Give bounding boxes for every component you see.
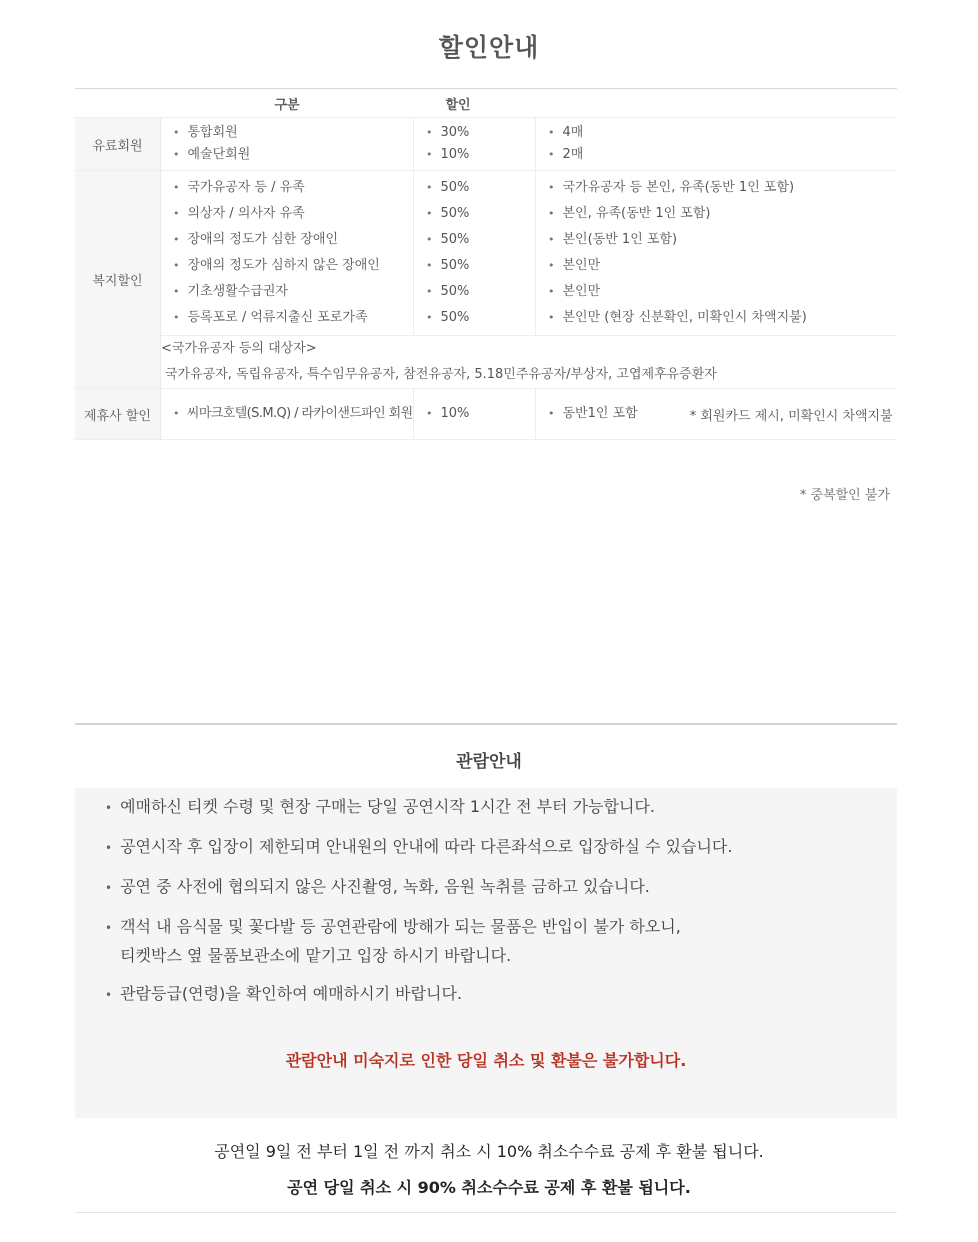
list-item xyxy=(105,792,732,823)
refund-warning: 관람안내 미숙지로 인한 당일 취소 및 환불은 불가합니다. xyxy=(285,1051,687,1070)
refund-line-2: 공연 당일 취소 시 90% 취소수수료 공제 후 환불 됩니다. xyxy=(287,1178,691,1197)
welfare-names xyxy=(161,171,414,336)
partner-limit-cell xyxy=(536,389,898,440)
list-item xyxy=(105,979,732,1010)
page-title: 할인안내 xyxy=(438,33,540,62)
header-blank xyxy=(536,89,898,118)
paid-rates xyxy=(414,118,536,171)
refund-policy xyxy=(0,1134,978,1206)
welfare-rates xyxy=(414,171,536,336)
welfare-limits xyxy=(536,171,898,336)
welfare-row xyxy=(75,171,897,336)
item-text: 객석 내 음식물 및 꽃다발 등 공연관람에 방해가 되는 물품은 반입이 불가 하오니, xyxy=(120,917,681,936)
header-empty xyxy=(75,89,161,118)
item-text: 공연 중 사전에 협의되지 않은 사진촬영, 녹화, 음원 녹취를 금하고 있습니다. xyxy=(120,877,650,896)
category-partner: 제휴사 할인 xyxy=(75,389,161,440)
list-item: • 본인만 (현장 신분확인, 미확인시 차액지불) xyxy=(536,305,897,331)
list-item: • 본인(동반 1인 포함) xyxy=(536,227,897,253)
bullet-icon: • xyxy=(105,841,113,855)
list-item: • 50% xyxy=(414,279,535,305)
bullet-icon: • xyxy=(105,881,113,895)
list-item xyxy=(105,912,732,970)
list-item: • 기초생활수급권자 xyxy=(161,279,413,305)
list-item: • 10% xyxy=(414,403,535,425)
item-text: 예매하신 티켓 수령 및 현장 구매는 당일 공연시작 1시간 전 부터 가능합니다. xyxy=(120,797,655,816)
category-paid: 유료회원 xyxy=(75,118,161,171)
note-body: 국가유공자, 독립유공자, 특수임무유공자, 참전유공자, 5.18민주유공자/부상자, 고엽제후유증환자 xyxy=(165,367,717,382)
viewing-list xyxy=(105,792,732,1019)
list-item: • 동반1인 포함 xyxy=(536,403,638,425)
list-item: • 50% xyxy=(414,175,535,201)
header-discount: 할인 xyxy=(414,89,536,118)
list-item: • 장애의 정도가 심한 장애인 xyxy=(161,227,413,253)
partner-name-cell xyxy=(161,389,414,440)
list-item: • 의상자 / 의사자 유족 xyxy=(161,201,413,227)
list-item: • 본인만 xyxy=(536,253,897,279)
item-text: 티켓박스 옆 물품보관소에 맡기고 입장 하시기 바랍니다. xyxy=(120,946,512,965)
partner-rate-cell xyxy=(414,389,536,440)
list-item: • 통합회원 xyxy=(161,122,413,144)
header-category: 구분 xyxy=(161,89,414,118)
list-item: • 국가유공자 등 본인, 유족(동반 1인 포함) xyxy=(536,175,897,201)
list-item: • 국가유공자 등 / 유족 xyxy=(161,175,413,201)
bullet-icon: • xyxy=(105,921,113,935)
welfare-note-row xyxy=(75,336,897,389)
item-text: 관람등급(연령)을 확인하여 예매하시기 바랍니다. xyxy=(120,984,463,1003)
list-item xyxy=(105,872,732,903)
note-title: <국가유공자 등의 대상자> xyxy=(161,341,317,356)
paid-names xyxy=(161,118,414,171)
welfare-note xyxy=(161,336,898,389)
list-item: • 장애의 정도가 심하지 않은 장애인 xyxy=(161,253,413,279)
category-welfare: 복지할인 xyxy=(75,171,161,389)
list-item: • 본인만 xyxy=(536,279,897,305)
list-item: • 본인, 유족(동반 1인 포함) xyxy=(536,201,897,227)
list-item: • 50% xyxy=(414,253,535,279)
list-item: • 10% xyxy=(414,144,535,166)
list-item: • 50% xyxy=(414,227,535,253)
list-item: • 30% xyxy=(414,122,535,144)
discount-table xyxy=(75,88,897,440)
list-item: • 4매 xyxy=(536,122,897,144)
divider xyxy=(75,723,897,725)
bullet-icon: • xyxy=(105,801,113,815)
viewing-title: 관람안내 xyxy=(456,752,522,772)
partner-note: * 회원카드 제시, 미확인시 차액지불 xyxy=(689,408,893,424)
viewing-notice-panel xyxy=(75,788,897,1118)
paid-limits xyxy=(536,118,898,171)
list-item: • 2매 xyxy=(536,144,897,166)
list-item: • 50% xyxy=(414,201,535,227)
list-item: • 등록포로 / 억류지출신 포로가족 xyxy=(161,305,413,331)
bullet-icon: • xyxy=(105,988,113,1002)
item-text: 공연시작 후 입장이 제한되며 안내원의 안내에 따라 다른좌석으로 입장하실 수 있습니다. xyxy=(120,837,733,856)
refund-line-1: 공연일 9일 전 부터 1일 전 까지 취소 시 10% 취소수수료 공제 후 환불 됩니다. xyxy=(214,1142,764,1161)
bottom-divider xyxy=(75,1212,897,1213)
partner-row xyxy=(75,389,897,440)
duplicate-discount-note: * 중복할인 불가 xyxy=(799,488,890,503)
list-item: • 예술단회원 xyxy=(161,144,413,166)
list-item: • 씨마크호텔(S.M.Q) / 라카이샌드파인 회원 xyxy=(161,403,413,425)
list-item xyxy=(105,832,732,863)
list-item: • 50% xyxy=(414,305,535,331)
paid-member-row xyxy=(75,118,897,171)
